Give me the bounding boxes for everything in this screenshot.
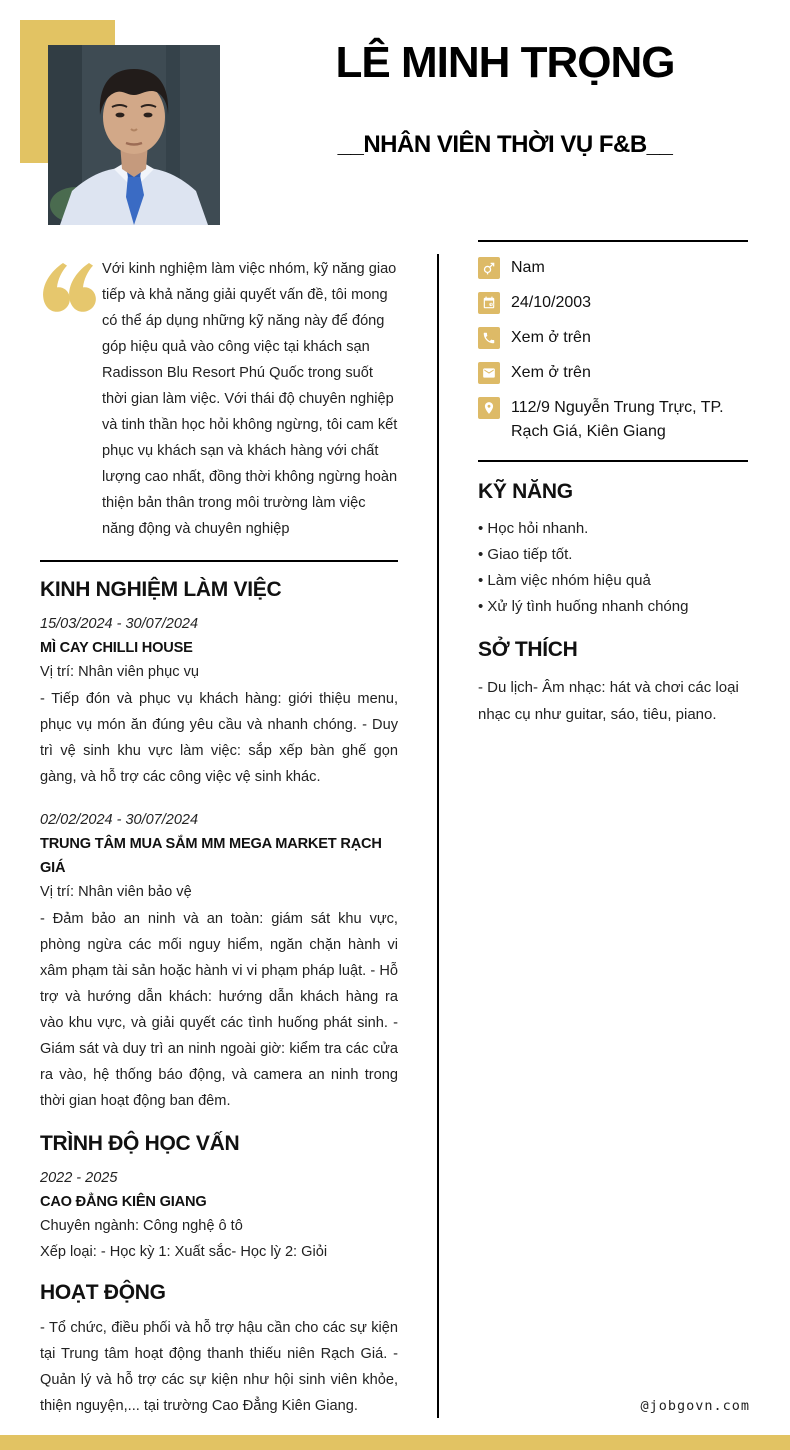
watermark: @jobgovn.com	[640, 1398, 750, 1414]
phone-icon	[478, 327, 500, 349]
contact-row-email	[478, 361, 748, 385]
summary-block	[40, 248, 398, 542]
contact-divider-bottom	[478, 460, 748, 462]
left-column	[40, 248, 398, 1437]
location-icon	[478, 397, 500, 419]
experience-position: Vị trí: Nhân viên phục vụ	[40, 664, 199, 680]
contact-row-address	[478, 396, 748, 444]
quote-icon	[40, 248, 102, 542]
experience-company: MÌ CAY CHILLI HOUSE	[40, 640, 193, 656]
skills-heading: KỸ NĂNG	[478, 480, 573, 503]
profile-photo	[48, 45, 220, 225]
activities-heading: HOẠT ĐỘNG	[40, 1281, 166, 1304]
education-grade: Xếp loại: - Học kỳ 1: Xuất sắc- Học lỳ 2: Giỏi	[40, 1243, 328, 1260]
contact-list	[478, 256, 748, 444]
column-divider	[437, 254, 439, 1418]
birthdate-value: 24/10/2003	[511, 294, 592, 311]
interests-description: - Du lịch- Âm nhạc: hát và chơi các loại nhạc cụ như guitar, sáo, tiêu, piano.	[478, 679, 739, 723]
gender-icon	[478, 257, 500, 279]
email-icon	[478, 362, 500, 384]
experience-heading: KINH NGHIỆM LÀM VIỆC	[40, 578, 282, 601]
summary-divider	[40, 560, 398, 562]
phone-value: Xem ở trên	[511, 329, 591, 346]
contact-row-phone	[478, 326, 748, 350]
experience-company: TRUNG TÂM MUA SẮM MM MEGA MARKET RẠCH GIÁ	[40, 836, 382, 876]
experience-dates: 02/02/2024 - 30/07/2024	[40, 812, 199, 828]
skill-item: • Giao tiếp tốt.	[478, 546, 573, 563]
bottom-gold-bar	[0, 1435, 790, 1450]
experience-position: Vị trí: Nhân viên bảo vệ	[40, 884, 192, 900]
page-title: LÊ MINH TRỌNG	[335, 38, 675, 87]
education-heading: TRÌNH ĐỘ HỌC VẤN	[40, 1132, 240, 1155]
education-major: Chuyên ngành: Công nghệ ô tô	[40, 1218, 243, 1234]
summary-text: Với kinh nghiệm làm việc nhóm, kỹ năng giao tiếp và khả năng giải quyết vấn đề, tôi mong có thể áp dụng những kỹ năng này để đóng góp hiệu quả vào công việc tại khách sạn Radisson Blu Resort Phú Quốc trong suốt thời gian làm việc. Với thái độ chuyên nghiệp và tinh thần học hỏi không ngừng, tôi cam kết phục vụ khách sạn và khách hàng với chất lượng cao nhất, đồng thời không ngừng hoàn thiện bản thân trong môi trường làm việc năng động và chuyên nghiệp	[102, 261, 398, 537]
calendar-icon	[478, 292, 500, 314]
gender-value: Nam	[511, 259, 545, 276]
education-school: CAO ĐẲNG KIÊN GIANG	[40, 1194, 207, 1210]
right-column	[478, 240, 748, 728]
contact-divider-top	[478, 240, 748, 242]
address-value: 112/9 Nguyễn Trung Trực, TP. Rạch Giá, Kiên Giang	[511, 399, 724, 440]
email-value: Xem ở trên	[511, 364, 591, 381]
education-entry	[40, 1166, 398, 1265]
header	[280, 38, 730, 159]
education-dates: 2022 - 2025	[40, 1170, 118, 1186]
experience-entry	[40, 612, 398, 790]
experience-description: - Đảm bảo an ninh và an toàn: giám sát khu vực, phòng ngừa các mối nguy hiểm, ngăn chặn hành vi xâm phạm tài sản hoặc hành vi vi phạm pháp luật. - Hỗ trợ và hướng dẫn khách: hướng dẫn khách hàng ra vào khu vực, và giải quyết các tình huống phát sinh. - Giám sát và duy trì an ninh ngoài giờ: kiểm tra các cửa ra vào, hệ thống báo động, và camera an ninh trong thời gian hoạt động ban đêm.	[40, 911, 398, 1109]
skills-list	[478, 516, 748, 620]
experience-description: - Tiếp đón và phục vụ khách hàng: giới thiệu menu, phục vụ món ăn đúng yêu cầu và nhanh chóng. - Duy trì vệ sinh khu vực làm việc: sắp xếp bàn ghế gọn gàng, và hỗ trợ các công việc vệ sinh khác.	[40, 691, 398, 785]
skill-item: • Xử lý tình huống nhanh chóng	[478, 598, 689, 615]
skill-item: • Làm việc nhóm hiệu quả	[478, 572, 651, 589]
contact-row-birthdate	[478, 291, 748, 315]
interests-heading: SỞ THÍCH	[478, 638, 578, 661]
experience-dates: 15/03/2024 - 30/07/2024	[40, 616, 199, 632]
skill-item: • Học hỏi nhanh.	[478, 520, 589, 537]
job-title: __NHÂN VIÊN THỜI VỤ F&B__	[337, 130, 673, 158]
contact-row-gender	[478, 256, 748, 280]
activities-description: - Tổ chức, điều phối và hỗ trợ hậu cần cho các sự kiện tại Trung tâm hoạt động thanh thiếu niên Rạch Giá. - Quản lý và hỗ trợ các sự kiện như hội sinh viên khỏe, thiện nguyện,... tại trường Cao Đẳng Kiên Giang.	[40, 1320, 398, 1414]
experience-entry	[40, 808, 398, 1114]
